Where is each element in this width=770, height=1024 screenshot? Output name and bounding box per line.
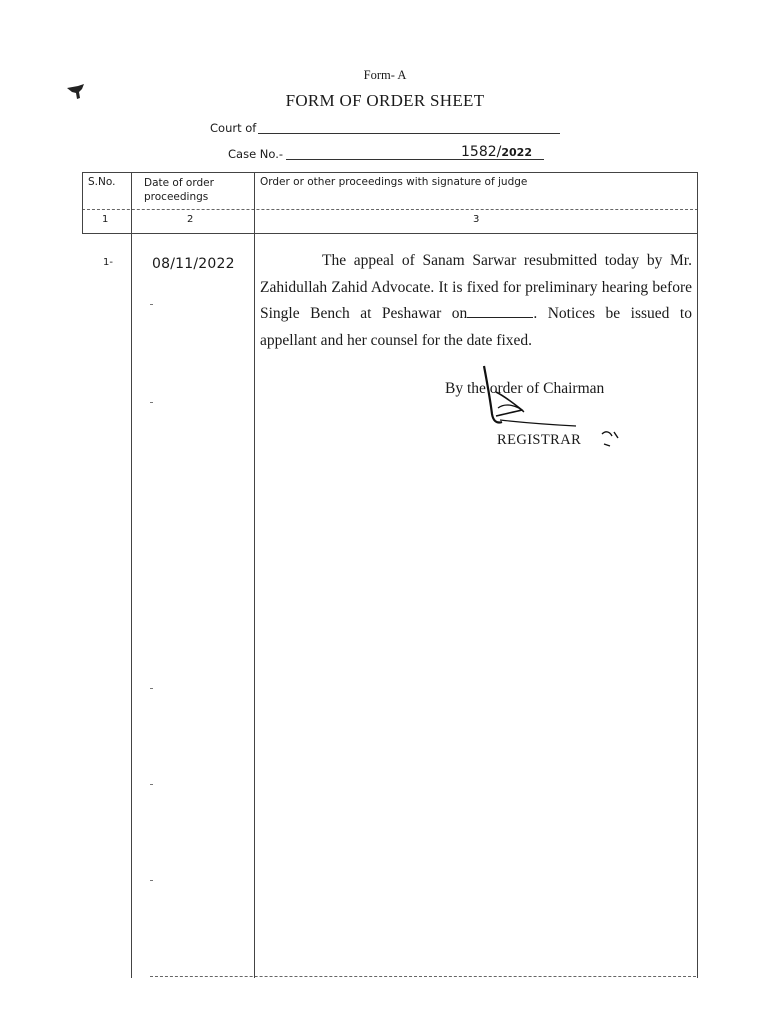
margin-mark	[150, 880, 153, 881]
row-date: 08/11/2022	[152, 256, 235, 272]
order-text	[260, 248, 692, 354]
margin-mark	[150, 402, 153, 403]
table-left-border	[82, 172, 83, 234]
table-bottom-border	[150, 976, 696, 977]
case-label: Case No.-	[228, 147, 284, 161]
case-number	[461, 144, 532, 160]
case-year: 2022	[501, 146, 532, 159]
margin-mark	[150, 688, 153, 689]
column-number-1: 1	[102, 214, 109, 225]
column-number-3: 3	[473, 214, 480, 225]
column-divider-2	[254, 172, 255, 978]
header-sno: S.No.	[88, 176, 116, 188]
header-divider	[82, 209, 698, 210]
court-blank-line	[258, 133, 560, 134]
header-order: Order or other proceedings with signature of judge	[260, 176, 528, 188]
column-number-divider	[82, 233, 698, 234]
order-text-part2: . Notices be issued to appellant and her counsel for the date fixed.	[260, 305, 692, 349]
order-text-part1: The appeal of Sanam Sarwar resubmitted today by Mr. Zahidullah Zahid Advocate. It is fixed for preliminary hearing before Single Bench at Peshawar on	[260, 252, 692, 322]
header-date: Date of order proceedings	[144, 177, 214, 203]
court-label: Court of	[210, 121, 257, 135]
date-blank	[467, 305, 533, 318]
column-number-2: 2	[187, 214, 194, 225]
table-top-border	[82, 172, 698, 173]
case-number-main: 1582/	[461, 144, 502, 160]
page-title: FORM OF ORDER SHEET	[285, 91, 485, 110]
column-divider-1	[131, 172, 132, 978]
margin-mark	[150, 784, 153, 785]
margin-mark	[150, 304, 153, 305]
row-sno: 1-	[103, 257, 113, 268]
table-right-border	[697, 172, 698, 978]
by-order-line: By the order of Chairman	[445, 380, 605, 397]
registrar-label: REGISTRAR	[497, 432, 582, 448]
signature-icon	[478, 362, 628, 452]
form-label: Form- A	[363, 68, 407, 82]
